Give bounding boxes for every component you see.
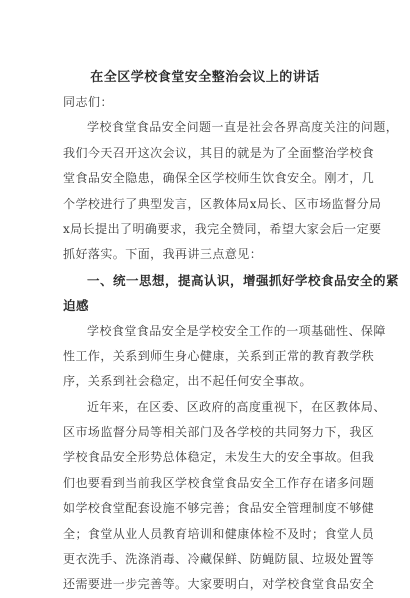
body-text-line: 学校食品安全形势总体稳定，未发生大的安全事故。但我 <box>63 450 375 465</box>
section-heading-line: 一、统一思想，提高认识，增强抓好学校食品安全的紧 <box>87 272 400 288</box>
body-text-line: 近年来，在区委、区政府的高度重视下，在区教体局、 <box>87 399 386 414</box>
document-title: 在全区学校食堂安全整治会议上的讲话 <box>90 70 320 85</box>
body-text-line: 学校食堂食品安全是学校安全工作的一项基础性、保障 <box>87 323 386 338</box>
body-text-line: 如学校食堂配套设施不够完善；食品安全管理制度不够健 <box>63 501 375 516</box>
section-heading-line: 迫感 <box>63 298 90 314</box>
body-text-line: 更衣洗手、洗涤消毒、冷藏保鲜、防蝇防鼠、垃圾处置等 <box>63 552 375 567</box>
body-text-line: 序，关系到社会稳定，出不起任何安全事故。 <box>63 374 313 389</box>
body-text-line: 抓好落实。下面，我再讲三点意见： <box>63 247 263 262</box>
salutation-line: 同志们： <box>63 95 114 109</box>
body-text-line: 全；食堂从业人员教育培训和健康体检不及时；食堂人员 <box>63 526 375 541</box>
body-text-line: 还需要进一步完善等。大家要明白，对学校食堂食品安全 <box>63 577 375 592</box>
body-text-line: 我们今天召开这次会议，其目的就是为了全面整治学校食 <box>63 145 375 160</box>
body-text-line: x局长提出了明确要求，我完全赞同，希望大家会后一定要 <box>63 221 382 236</box>
body-text-line: 学校食堂食品安全问题一直是社会各界高度关注的问题， <box>87 120 399 135</box>
body-text-line: 们也要看到当前我区学校食堂食品安全工作存在诸多问题 <box>63 475 375 490</box>
body-text-line: 性工作，关系到师生身心健康，关系到正常的教育教学秩 <box>63 348 375 363</box>
body-text-line: 区市场监督分局等相关部门及各学校的共同努力下，我区 <box>63 425 375 440</box>
document-body <box>63 90 400 598</box>
body-text-line: 堂食品安全隐患，确保全区学校师生饮食安全。刚才，几 <box>63 171 375 186</box>
body-text-line: 个学校进行了典型发言，区教体局x局长、区市场监督分局 <box>63 196 382 211</box>
